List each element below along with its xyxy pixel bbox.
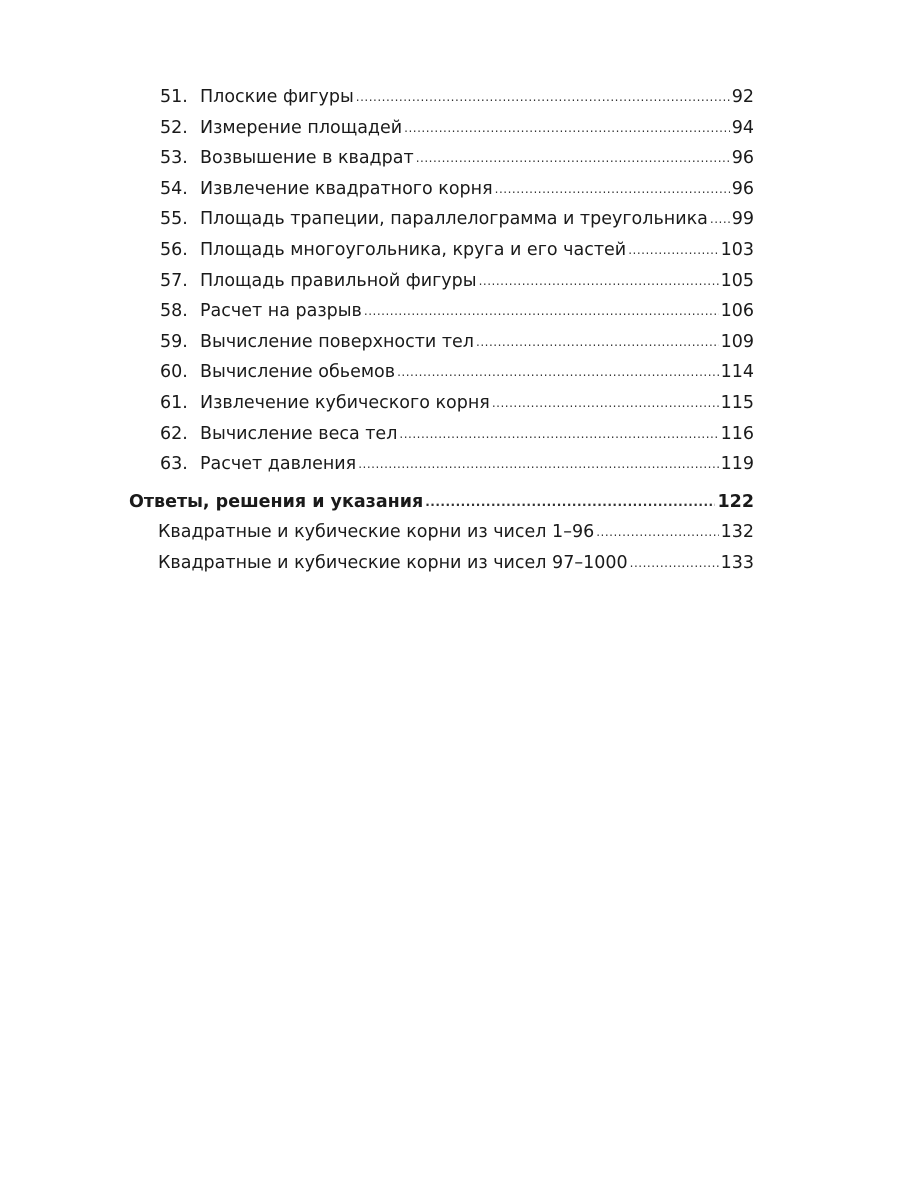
toc-leader-dots xyxy=(476,327,719,358)
toc-leader-dots xyxy=(630,548,719,579)
toc-entry-title: Возвышение в квадрат xyxy=(200,148,414,169)
toc-entry-page: 115 xyxy=(720,392,754,413)
toc-entry[interactable] xyxy=(129,449,754,480)
toc-entry-page: 105 xyxy=(720,270,754,291)
toc-entry-number: 60. xyxy=(160,362,188,383)
toc-entry[interactable] xyxy=(129,174,754,205)
toc-leader-dots xyxy=(492,388,719,419)
toc-entry-title: Площадь правильной фигуры xyxy=(200,270,477,291)
toc-entry[interactable] xyxy=(129,266,754,297)
toc-leader-dots xyxy=(399,419,718,450)
toc-entry-page: 99 xyxy=(731,209,754,230)
toc-leader-dots xyxy=(364,296,719,327)
toc-entry-title: Расчет на разрыв xyxy=(200,301,362,322)
toc-appendix-entry[interactable] xyxy=(129,548,754,579)
toc-appendix-entry[interactable] xyxy=(129,517,754,548)
toc-entry-title: Расчет давления xyxy=(200,454,357,475)
toc-entry-number: 63. xyxy=(160,454,188,475)
toc-leader-dots xyxy=(397,357,719,388)
toc-appendix-page: 133 xyxy=(720,552,754,573)
toc-appendix-page: 132 xyxy=(720,522,754,543)
toc-leader-dots xyxy=(356,82,730,113)
toc-appendix-title: Квадратные и кубические корни из чисел 1–96 xyxy=(158,522,595,543)
toc-entry-page: 109 xyxy=(720,331,754,352)
toc-entry-page: 114 xyxy=(720,362,754,383)
toc-entry[interactable] xyxy=(129,204,754,235)
toc-entry-number: 56. xyxy=(160,239,188,260)
toc-entry-number: 57. xyxy=(160,270,188,291)
toc-leader-dots xyxy=(710,204,730,235)
toc-leader-dots xyxy=(495,174,730,205)
toc-entry-title: Площадь трапеции, параллелограмма и треугольника xyxy=(200,209,708,230)
toc-section-title: Ответы, решения и указания xyxy=(129,491,424,512)
toc-entry-title: Измерение площадей xyxy=(200,117,403,138)
toc-entry-page: 96 xyxy=(731,178,754,199)
toc-entry-page: 119 xyxy=(720,454,754,475)
toc-section-page: 122 xyxy=(717,491,754,512)
toc-leader-dots xyxy=(628,235,718,266)
toc-entry[interactable] xyxy=(129,357,754,388)
toc-entry-number: 53. xyxy=(160,148,188,169)
toc-leader-dots xyxy=(358,449,718,480)
toc-entry[interactable] xyxy=(129,82,754,113)
toc-entry-title: Вычисление обьемов xyxy=(200,362,396,383)
toc-entry[interactable] xyxy=(129,296,754,327)
toc-section-answers[interactable] xyxy=(129,487,754,518)
toc-entry[interactable] xyxy=(129,143,754,174)
toc-leader-dots xyxy=(404,113,730,144)
toc-entry-page: 96 xyxy=(731,148,754,169)
toc-entry-number: 62. xyxy=(160,423,188,444)
toc-entry[interactable] xyxy=(129,419,754,450)
toc-entry-number: 54. xyxy=(160,178,188,199)
toc-entry-page: 92 xyxy=(731,87,754,107)
toc-entry-title: Площадь многоугольника, круга и его частей xyxy=(200,239,627,260)
toc-entry-page: 106 xyxy=(720,301,754,322)
toc-entry[interactable] xyxy=(129,235,754,266)
toc-entry-number: 58. xyxy=(160,301,188,322)
toc-entry[interactable] xyxy=(129,327,754,358)
toc-entry-title: Вычисление поверхности тел xyxy=(200,331,474,352)
toc-entry[interactable] xyxy=(129,113,754,144)
toc-entry-number: 55. xyxy=(160,209,188,230)
toc-entry-title: Извлечение кубического корня xyxy=(200,392,490,413)
toc-appendix-title: Квадратные и кубические корни из чисел 97–1000 xyxy=(158,552,628,573)
table-of-contents xyxy=(129,82,754,579)
toc-entry[interactable] xyxy=(129,388,754,419)
toc-leader-dots xyxy=(479,266,719,297)
toc-entry-number: 52. xyxy=(160,117,188,138)
toc-entry-title: Плоские фигуры xyxy=(200,87,354,107)
toc-entry-title: Вычисление веса тел xyxy=(200,423,398,444)
toc-leader-dots xyxy=(596,517,718,548)
toc-entry-page: 94 xyxy=(731,117,754,138)
toc-leader-dots xyxy=(416,143,730,174)
toc-entry-page: 116 xyxy=(720,423,754,444)
toc-entry-title: Извлечение квадратного корня xyxy=(200,178,493,199)
toc-entry-number: 59. xyxy=(160,331,188,352)
toc-entry-number: 51. xyxy=(160,87,188,107)
toc-leader-dots xyxy=(425,487,715,518)
toc-entry-number: 61. xyxy=(160,392,188,413)
toc-entry-page: 103 xyxy=(720,239,754,260)
